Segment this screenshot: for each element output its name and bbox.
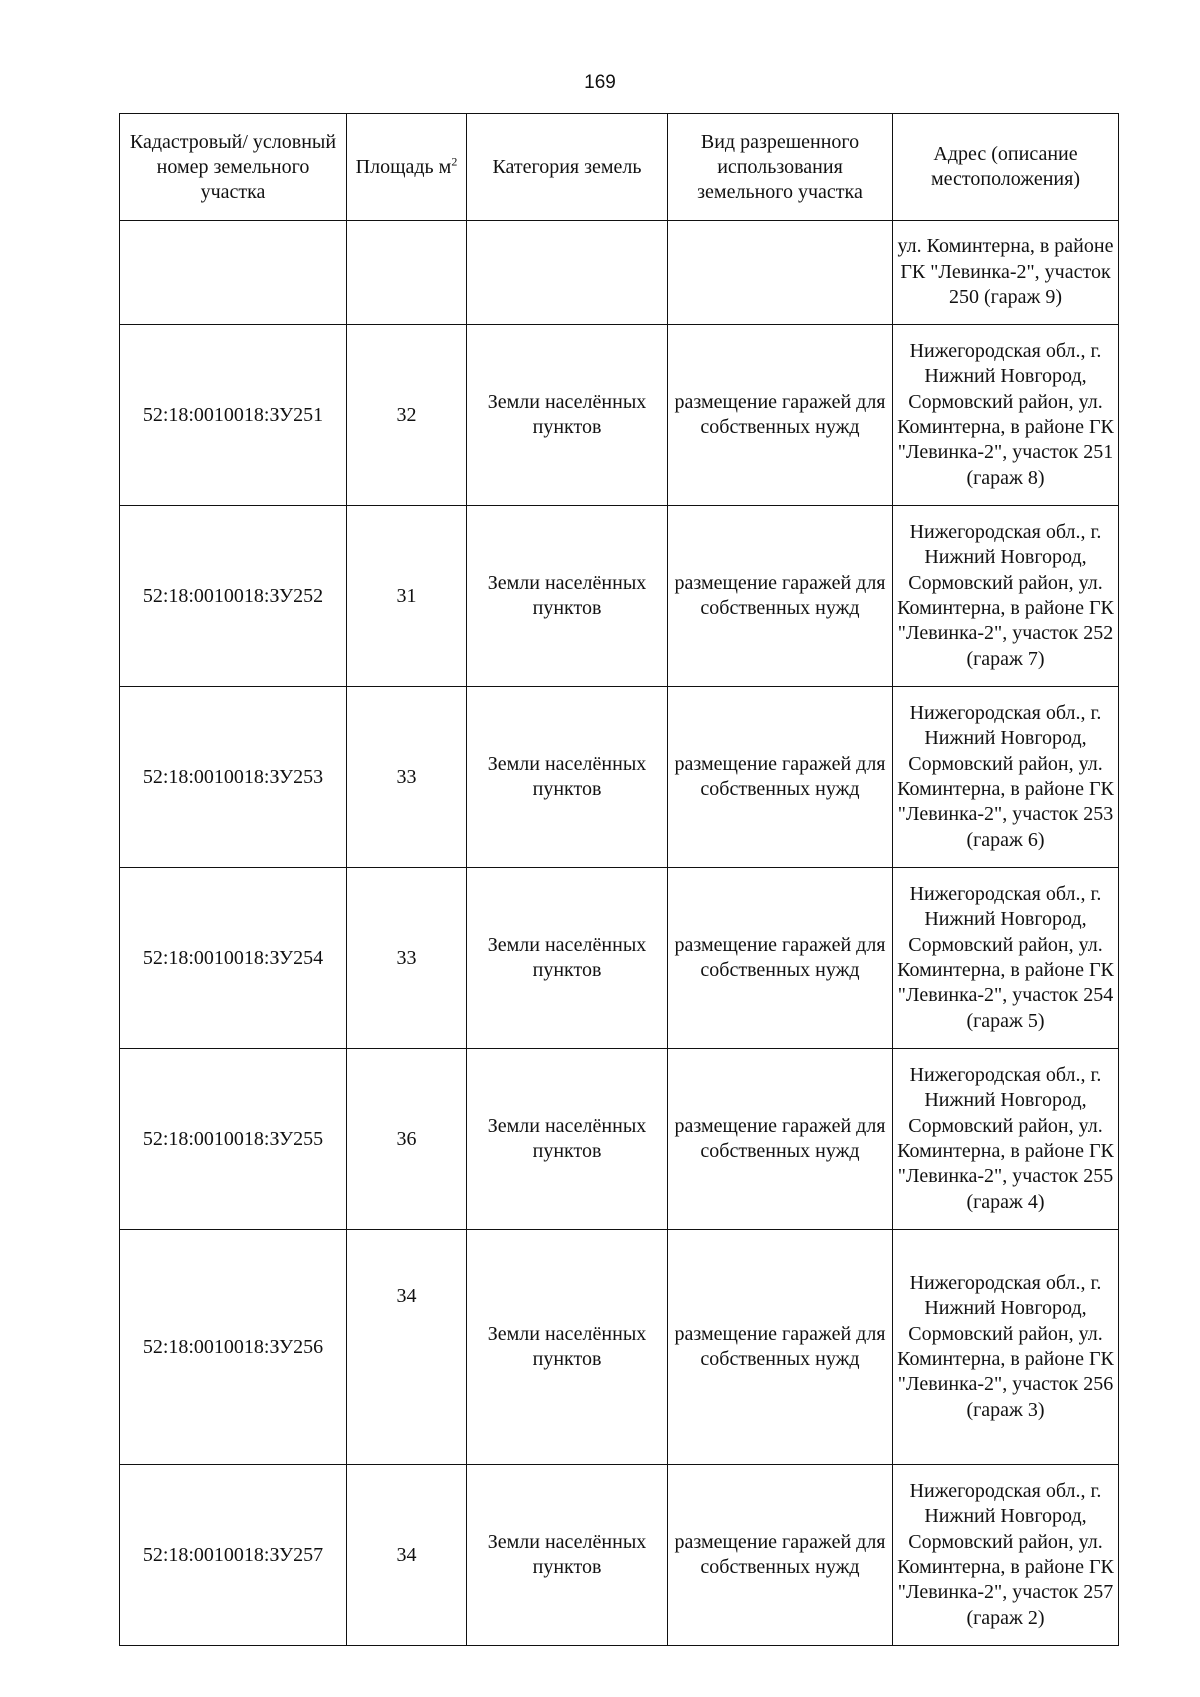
header-address: Адрес (описание местоположения)	[893, 114, 1119, 221]
cell-category: Земли населённых пунктов	[467, 1049, 668, 1230]
header-area-label: Площадь м	[355, 155, 452, 178]
table-row	[120, 325, 1119, 506]
cell-use: размещение гаражей для собственных нужд	[668, 1049, 893, 1230]
cell-cadastral: 52:18:0010018:ЗУ257	[120, 1465, 347, 1646]
cell-cadastral: 52:18:0010018:ЗУ251	[120, 325, 347, 506]
table-header-row	[120, 114, 1119, 221]
cell-address: Нижегородская обл., г. Нижний Новгород, Сормовский район, ул. Коминтерна, в районе ГК "Левинка-2", участок 253 (гараж 6)	[893, 687, 1119, 868]
cell-use: размещение гаражей для собственных нужд	[668, 687, 893, 868]
cell-address: Нижегородская обл., г. Нижний Новгород, Сормовский район, ул. Коминтерна, в районе ГК "Левинка-2", участок 251 (гараж 8)	[893, 325, 1119, 506]
cell-category: Земли населённых пунктов	[467, 687, 668, 868]
cell-cadastral: 52:18:0010018:ЗУ253	[120, 687, 347, 868]
cell-area: 34	[347, 1465, 467, 1646]
cell-address: Нижегородская обл., г. Нижний Новгород, Сормовский район, ул. Коминтерна, в районе ГК "Левинка-2", участок 252 (гараж 7)	[893, 506, 1119, 687]
cell-use	[668, 221, 893, 325]
cell-area: 36	[347, 1049, 467, 1230]
cell-cadastral: 52:18:0010018:ЗУ254	[120, 868, 347, 1049]
cell-use: размещение гаражей для собственных нужд	[668, 506, 893, 687]
cell-area: 32	[347, 325, 467, 506]
table-row-continuation	[120, 221, 1119, 325]
cell-cadastral	[120, 221, 347, 325]
land-plots-table	[119, 113, 1119, 1646]
header-use: Вид разрешенного использования земельного участка	[668, 114, 893, 221]
table-row	[120, 687, 1119, 868]
cell-area: 33	[347, 868, 467, 1049]
table-row	[120, 1049, 1119, 1230]
cell-address: Нижегородская обл., г. Нижний Новгород, Сормовский район, ул. Коминтерна, в районе ГК "Левинка-2", участок 256 (гараж 3)	[893, 1230, 1119, 1465]
cell-use: размещение гаражей для собственных нужд	[668, 1465, 893, 1646]
header-category: Категория земель	[467, 114, 668, 221]
cell-use: размещение гаражей для собственных нужд	[668, 868, 893, 1049]
cell-address: ул. Коминтерна, в районе ГК "Левинка-2", участок 250 (гараж 9)	[893, 221, 1119, 325]
cell-address: Нижегородская обл., г. Нижний Новгород, Сормовский район, ул. Коминтерна, в районе ГК "Левинка-2", участок 257 (гараж 2)	[893, 1465, 1119, 1646]
header-cadastral: Кадастровый/ условный номер земельного участка	[120, 114, 347, 221]
cell-cadastral: 52:18:0010018:ЗУ256	[120, 1230, 347, 1465]
cell-cadastral: 52:18:0010018:ЗУ252	[120, 506, 347, 687]
cell-area: 31	[347, 506, 467, 687]
cell-category: Земли населённых пунктов	[467, 1465, 668, 1646]
cell-area: 34	[347, 1230, 467, 1465]
cell-area	[347, 221, 467, 325]
page-number: 169	[584, 72, 616, 93]
cell-category: Земли населённых пунктов	[467, 506, 668, 687]
cell-category	[467, 221, 668, 325]
cell-category: Земли населённых пунктов	[467, 868, 668, 1049]
cell-address: Нижегородская обл., г. Нижний Новгород, Сормовский район, ул. Коминтерна, в районе ГК "Левинка-2", участок 255 (гараж 4)	[893, 1049, 1119, 1230]
table-row	[120, 1465, 1119, 1646]
cell-use: размещение гаражей для собственных нужд	[668, 1230, 893, 1465]
cell-address: Нижегородская обл., г. Нижний Новгород, Сормовский район, ул. Коминтерна, в районе ГК "Левинка-2", участок 254 (гараж 5)	[893, 868, 1119, 1049]
cell-category: Земли населённых пунктов	[467, 1230, 668, 1465]
table-row	[120, 506, 1119, 687]
cell-category: Земли населённых пунктов	[467, 325, 668, 506]
table-row	[120, 868, 1119, 1049]
cell-cadastral: 52:18:0010018:ЗУ255	[120, 1049, 347, 1230]
header-area-unit-power: 2	[451, 153, 458, 168]
cell-area: 33	[347, 687, 467, 868]
header-area	[347, 114, 467, 221]
cell-use: размещение гаражей для собственных нужд	[668, 325, 893, 506]
table-row	[120, 1230, 1119, 1465]
